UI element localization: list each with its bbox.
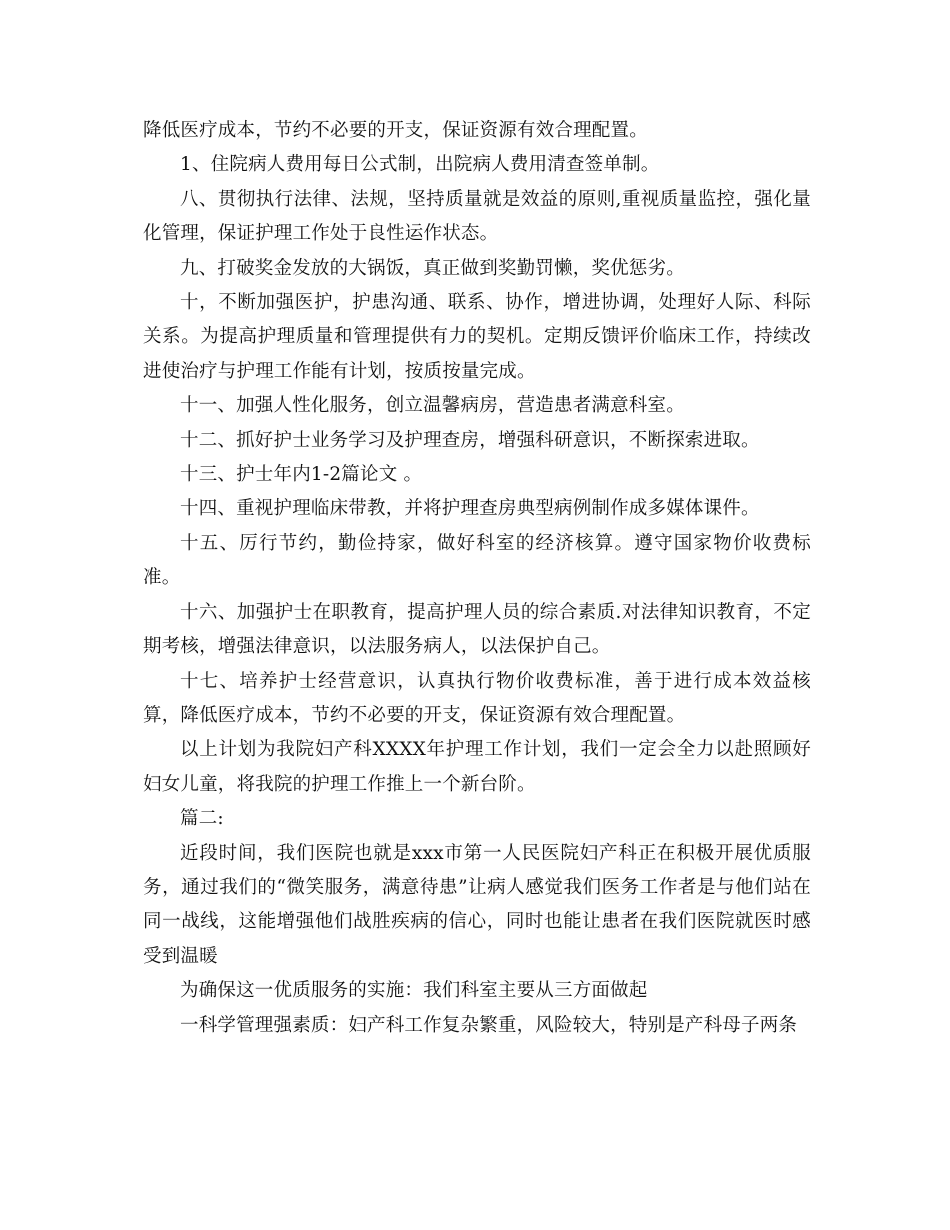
- paragraph: 九、打破奖金发放的大锅饭，真正做到奖勤罚懒，奖优惩劣。: [180, 257, 685, 279]
- paragraph: 1、住院病人费用每日公式制，出院病人费用清查签单制。: [180, 154, 660, 176]
- paragraph: 为确保这一优质服务的实施：我们科室主要从三方面做起: [180, 980, 648, 1002]
- paragraph: 以上计划为我院妇产科XXXX年护理工作计划，我们一定会全力以赴照顾好妇女儿童，将我院的护理工作推上一个新台阶。: [143, 739, 811, 795]
- paragraph: 一科学管理强素质：妇产科工作复杂繁重，风险较大，特别是产科母子两条: [180, 1014, 798, 1036]
- paragraph: 近段时间，我们医院也就是xxx市第一人民医院妇产科正在积极开展优质服务，通过我们的“微笑服务，满意待患”让病人感觉我们医务工作者是与他们站在同一战线，这能增强他们战胜疾病的信心，同时也能让患者在我们医院就医时感受到温暖: [143, 842, 811, 967]
- paragraph: 十四、重视护理临床带教，并将护理查房典型病例制作成多媒体课件。: [180, 498, 760, 520]
- paragraph: 十，不断加强医护，护患沟通、联系、协作，增进协调，处理好人际、科际关系。为提高护理质量和管理提供有力的契机。定期反馈评价临床工作，持续改进使治疗与护理工作能有计划，按质按量完成。: [143, 292, 811, 382]
- paragraph: 十三、护士年内1-2篇论文 。: [180, 464, 423, 486]
- paragraph: 十七、培养护士经营意识，认真执行物价收费标准，善于进行成本效益核算，降低医疗成本，节约不必要的开支，保证资源有效合理配置。: [143, 670, 811, 726]
- paragraph: 十六、加强护士在职教育，提高护理人员的综合素质.对法律知识教育，不定期考核，增强法律意识，以法服务病人，以法保护自己。: [143, 601, 811, 658]
- paragraph: 降低医疗成本，节约不必要的开支，保证资源有效合理配置。: [143, 120, 648, 141]
- paragraph: 八、贯彻执行法律、法规，坚持质量就是效益的原则,重视质量监控，强化量化管理，保证护理工作处于良性运作状态。: [143, 188, 811, 245]
- paragraph: 十一、加强人性化服务，创立温馨病房，营造患者满意科室。: [180, 395, 685, 417]
- section-heading: 篇二:: [180, 808, 224, 830]
- paragraph: 十五、厉行节约，勤俭持家，做好科室的经济核算。遵守国家物价收费标准。: [143, 532, 811, 589]
- paragraph: 十二、抓好护士业务学习及护理查房，增强科研意识，不断探索进取。: [180, 429, 760, 451]
- document-body: [143, 114, 811, 1043]
